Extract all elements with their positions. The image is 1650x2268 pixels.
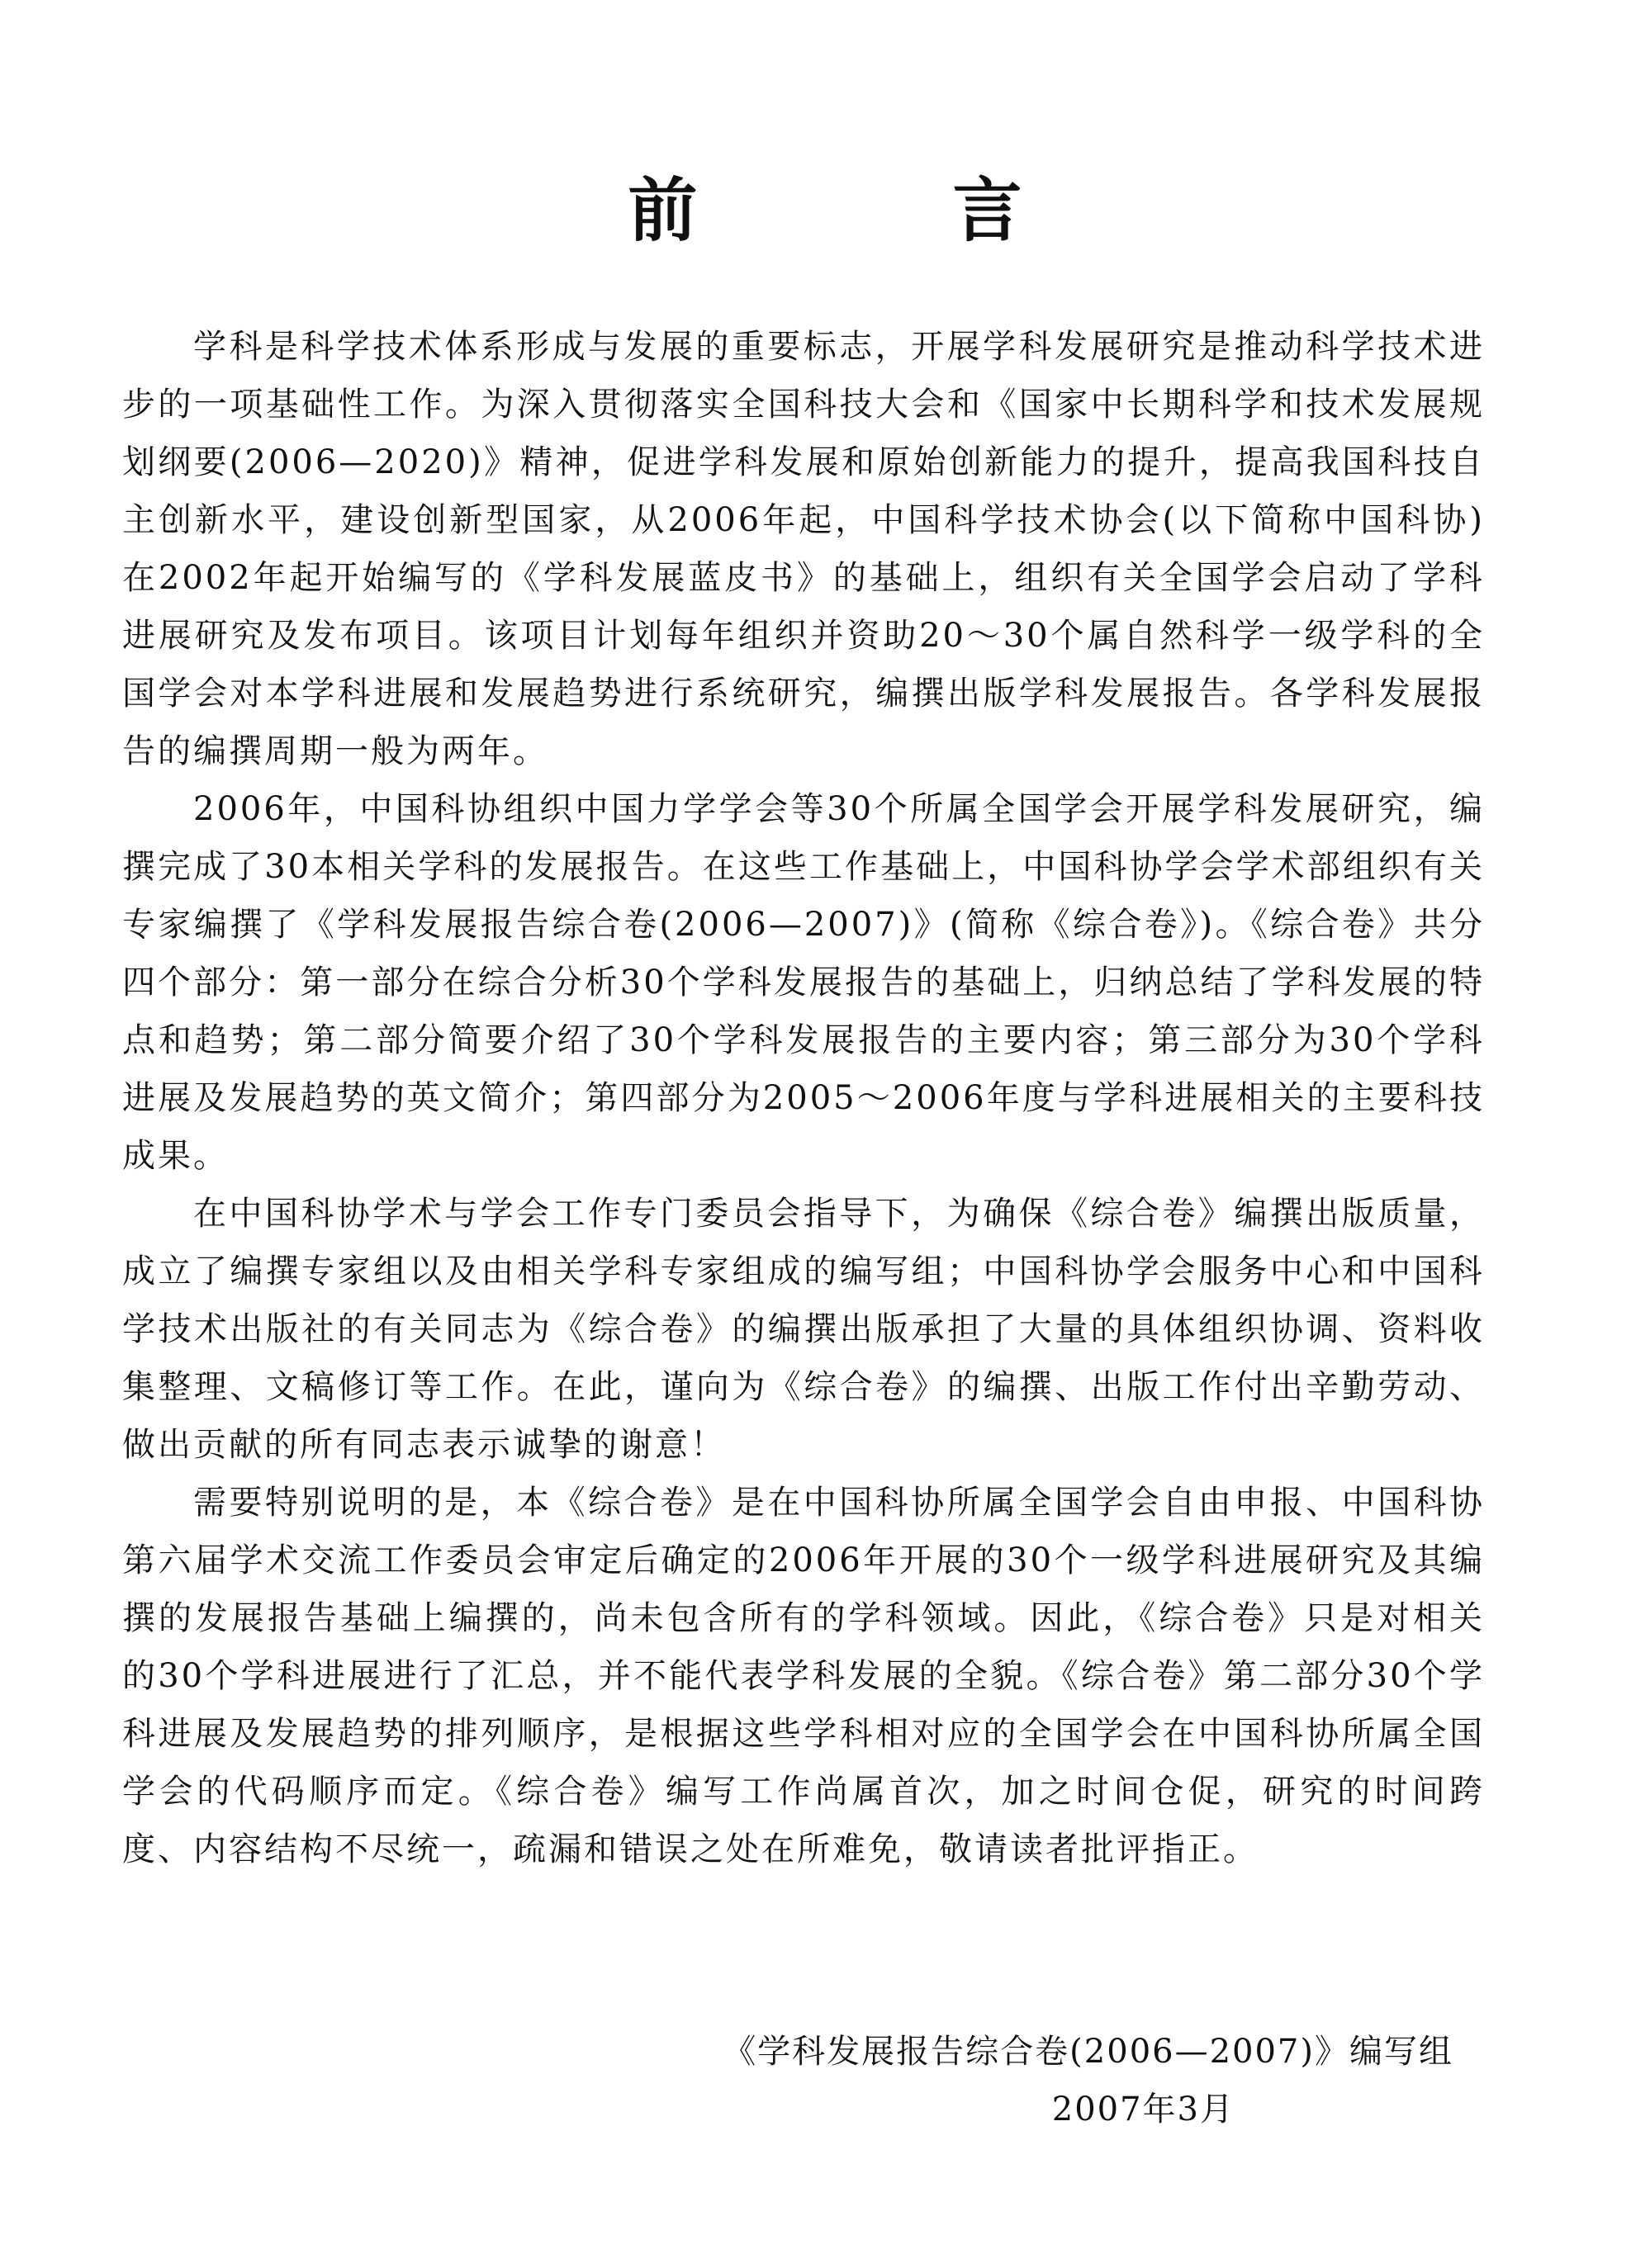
page-title: 前 言 xyxy=(628,169,1138,251)
signature-author: 《学科发展报告综合卷(2006—2007)》编写组 xyxy=(723,2033,1453,2071)
preface-body xyxy=(122,318,1485,1878)
signature-block xyxy=(611,2023,1453,2138)
paragraph-2: 2006年，中国科协组织中国力学学会等30个所属全国学会开展学科发展研究，编撰完成了30本相关学科的发展报告。在这些工作基础上，中国科协学会学术部组织有关专家编撰了《学科发展报告综合卷(2006—2007)》(简称《综合卷》)。《综合卷》共分四个部分：第一部分在综合分析30个学科发展报告的基础上，归纳总结了学科发展的特点和趋势；第二部分简要介绍了30个学科发展报告的主要内容；第三部分为30个学科进展及发展趋势的英文简介；第四部分为2005～2006年度与学科进展相关的主要科技成果。 xyxy=(122,790,1485,1175)
paragraph-4: 需要特别说明的是，本《综合卷》是在中国科协所属全国学会自由申报、中国科协第六届学术交流工作委员会审定后确定的2006年开展的30个一级学科进展研究及其编撰的发展报告基础上编撰的，尚未包含所有的学科领域。因此，《综合卷》只是对相关的30个学科进展进行了汇总，并不能代表学科发展的全貌。《综合卷》第二部分30个学科进展及发展趋势的排列顺序，是根据这些学科相对应的全国学会在中国科协所属全国学会的代码顺序而定。《综合卷》编写工作尚属首次，加之时间仓促，研究的时间跨度、内容结构不尽统一，疏漏和错误之处在所难免，敬请读者批评指正。 xyxy=(122,1484,1485,1868)
paragraph-3: 在中国科协学术与学会工作专门委员会指导下，为确保《综合卷》编撰出版质量，成立了编撰专家组以及由相关学科专家组成的编写组；中国科协学会服务中心和中国科学技术出版社的有关同志为《综合卷》的编撰出版承担了大量的具体组织协调、资料收集整理、文稿修订等工作。在此，谨向为《综合卷》的编撰、出版工作付出辛勤劳动、做出贡献的所有同志表示诚挚的谢意！ xyxy=(122,1195,1485,1464)
signature-date: 2007年3月 xyxy=(1051,2090,1235,2128)
paragraph-1: 学科是科学技术体系形成与发展的重要标志，开展学科发展研究是推动科学技术进步的一项基础性工作。为深入贯彻落实全国科技大会和《国家中长期科学和技术发展规划纲要(2006—2020)》精神，促进学科发展和原始创新能力的提升，提高我国科技自主创新水平，建设创新型国家，从2006年起，中国科学技术协会(以下简称中国科协)在2002年起开始编写的《学科发展蓝皮书》的基础上，组织有关全国学会启动了学科进展研究及发布项目。该项目计划每年组织并资助20～30个属自然科学一级学科的全国学会对本学科进展和发展趋势进行系统研究，编撰出版学科发展报告。各学科发展报告的编撰周期一般为两年。 xyxy=(122,328,1485,770)
